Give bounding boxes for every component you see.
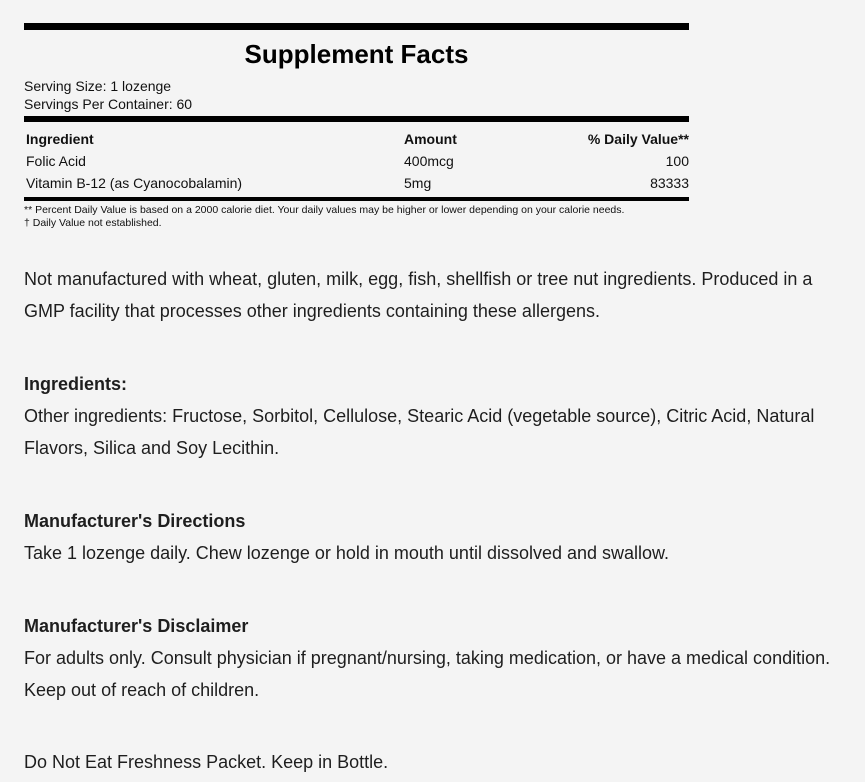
servings-per-container: Servings Per Container: 60 [24,96,193,112]
disclaimer-text: For adults only. Consult physician if pregnant/nursing, taking medication, or have a medical condition. Keep out of reach of children. [24,648,831,700]
ingredient-amount: 400mcg [404,153,454,169]
footnote-daily-value: ** Percent Daily Value is based on a 2000 calorie diet. Your daily values may be higher or lower depending on your calorie needs. [24,204,625,216]
table-bottom-divider [24,197,689,201]
serving-divider [24,116,689,122]
freshness-packet-warning: Do Not Eat Freshness Packet. Keep in Bottle. [24,752,389,772]
table-row [24,150,689,172]
footnote-not-established: † Daily Value not established. [24,217,162,229]
directions-text: Take 1 lozenge daily. Chew lozenge or hold in mouth until dissolved and swallow. [24,543,670,563]
allergen-statement: Not manufactured with wheat, gluten, milk, egg, fish, shellfish or tree nut ingredients. Produced in a GMP facility that processes other ingredients containing these allergens. [24,269,813,321]
footnotes [24,204,689,230]
ingredient-daily-value: 83333 [650,175,689,191]
supplement-facts-panel [24,23,689,230]
directions-heading: Manufacturer's Directions [24,511,246,531]
column-header-ingredient: Ingredient [26,131,94,147]
column-header-daily-value: % Daily Value** [587,131,689,147]
serving-info [24,77,689,113]
ingredients-heading: Ingredients: [24,374,128,394]
table-row [24,172,689,194]
column-header-amount: Amount [404,131,457,147]
top-divider [24,23,689,30]
ingredient-amount: 5mg [404,175,432,191]
ingredient-name: Folic Acid [26,153,86,169]
facts-title: Supplement Facts [244,39,469,69]
serving-size: Serving Size: 1 lozenge [24,78,172,94]
ingredient-name: Vitamin B-12 (as Cyanocobalamin) [26,175,243,191]
ingredient-daily-value: 100 [665,153,689,169]
table-header-row [24,128,689,150]
product-details [24,263,854,778]
ingredients-text: Other ingredients: Fructose, Sorbitol, Cellulose, Stearic Acid (vegetable source), Citric Acid, Natural Flavors, Silica and Soy Lecithin. [24,406,815,458]
disclaimer-heading: Manufacturer's Disclaimer [24,616,249,636]
nutrient-table [24,128,689,194]
